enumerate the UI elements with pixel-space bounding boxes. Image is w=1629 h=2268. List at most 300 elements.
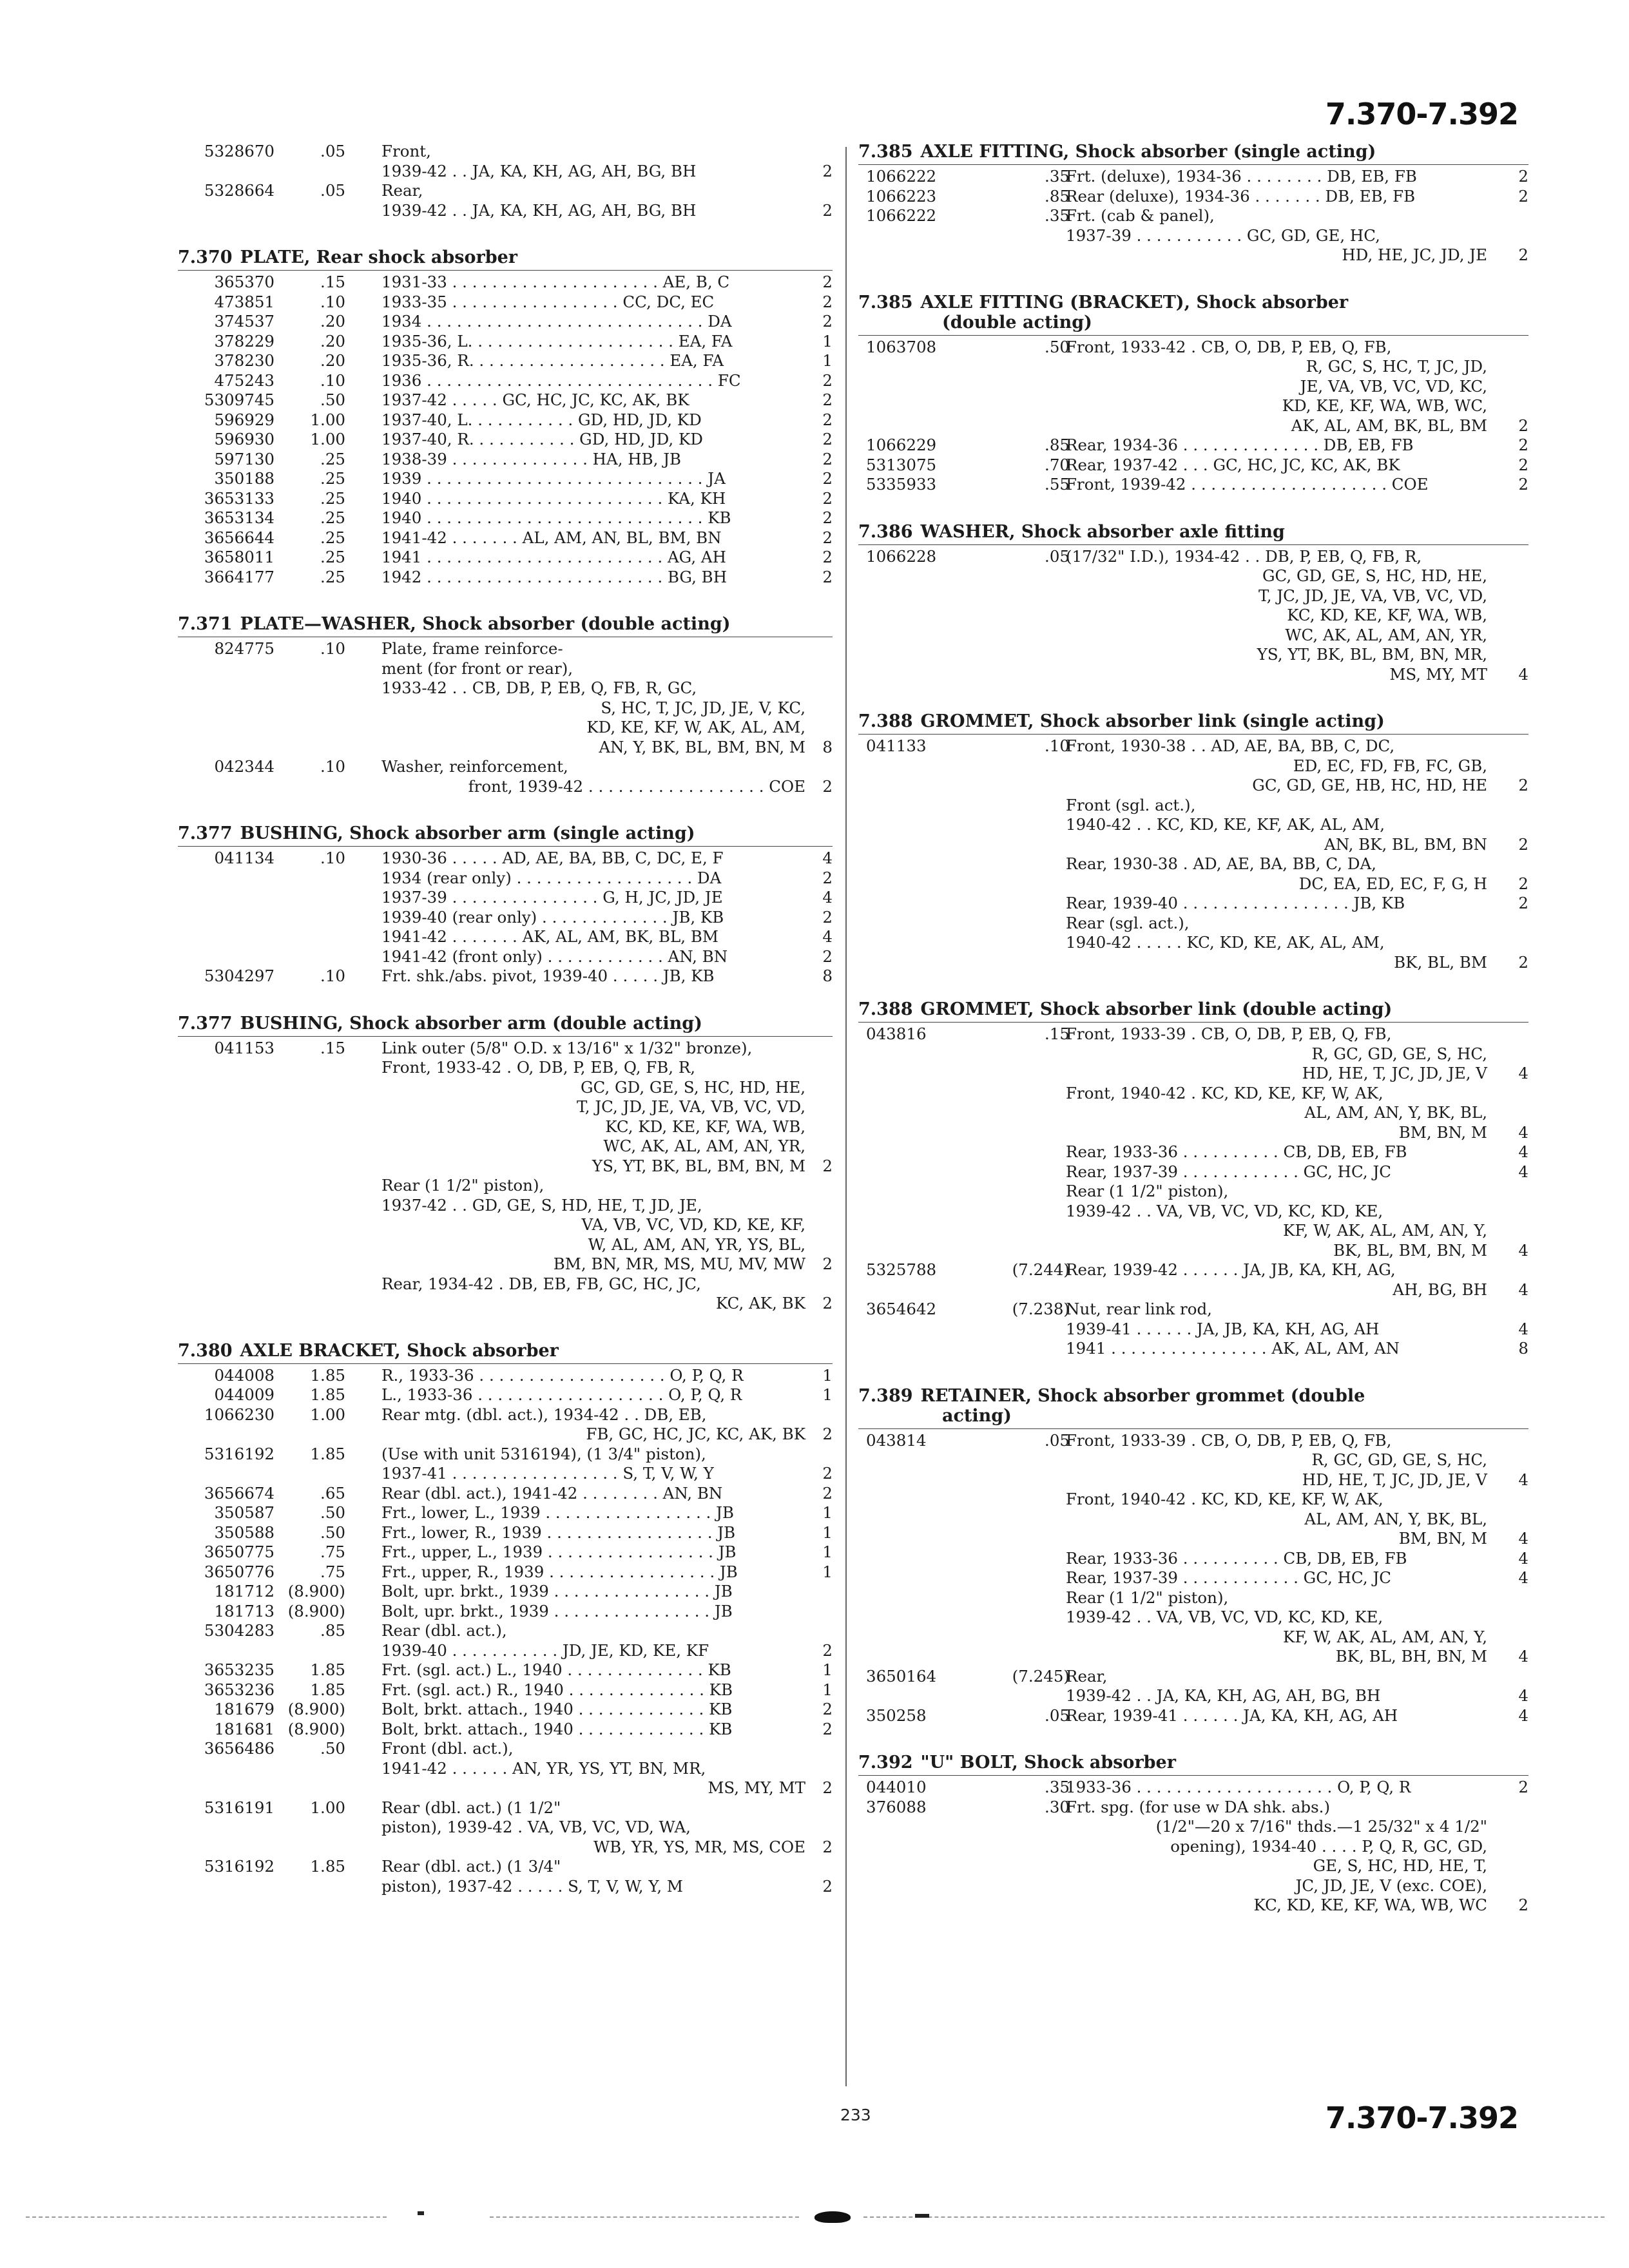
- description-line: GC, GD, GE, S, HC, HD, HE,: [1262, 566, 1487, 585]
- description-line: Rear, 1937-42 . . . GC, HC, JC, KC, AK, BK: [1066, 455, 1400, 474]
- catalog-section: [178, 1014, 833, 1314]
- part-number: 3653235: [204, 1660, 275, 1679]
- part-price: 1.85: [310, 1680, 345, 1699]
- part-price: (7.244): [1012, 1260, 1070, 1279]
- part-quantity: 4: [1518, 1280, 1528, 1299]
- description-line: 1931-33 . . . . . . . . . . . . . . . . . . . . . AE, B, C: [381, 273, 730, 291]
- part-number: 5316192: [204, 1857, 275, 1876]
- description-line: piston), 1937-42 . . . . . S, T, V, W, Y, M: [381, 1876, 684, 1896]
- section-code: 7.385: [858, 292, 913, 312]
- part-number: 596929: [214, 410, 275, 429]
- part-quantity: 2: [822, 390, 833, 409]
- description-line: 1937-40, R. . . . . . . . . . . GD, HD, JD, KD: [381, 430, 703, 448]
- part-quantity: 2: [1518, 1778, 1528, 1796]
- description-line: 1939-42 . . JA, KA, KH, AG, AH, BG, BH: [1066, 1686, 1381, 1705]
- description-line: 1939 . . . . . . . . . . . . . . . . . . . . . . . . . . . . JA: [381, 469, 726, 488]
- description-line: GE, S, HC, HD, HE, T,: [1313, 1856, 1487, 1875]
- part-entry: [858, 1798, 1528, 1916]
- section-title: PLATE, Rear shock absorber: [240, 247, 517, 267]
- part-description: [381, 371, 805, 391]
- part-description: [1066, 1300, 1487, 1359]
- description-line: R, GC, S, HC, T, JC, JD,: [1306, 357, 1487, 376]
- description-line: KC, AK, BK: [716, 1294, 805, 1312]
- description-line: AL, AM, AN, Y, BK, BL,: [1304, 1103, 1487, 1122]
- part-description: [381, 508, 805, 528]
- description-line: 1941-42 . . . . . . . AK, AL, AM, BK, BL, BM: [381, 927, 718, 946]
- part-entry: [178, 528, 833, 548]
- part-quantity: 4: [1518, 1686, 1528, 1705]
- part-entry: [858, 1300, 1528, 1359]
- part-number: 1066222: [866, 206, 937, 225]
- part-number: 374537: [214, 312, 275, 331]
- part-number: 1066228: [866, 546, 937, 566]
- description-line: 1941-42 . . . . . . . AL, AM, AN, BL, BM, BN: [381, 528, 722, 547]
- part-number: 3653133: [204, 488, 275, 508]
- section-heading: [178, 614, 833, 634]
- part-price: .25: [320, 469, 345, 488]
- section-heading: [858, 1753, 1528, 1773]
- description-line: 1935-36, L. . . . . . . . . . . . . . . . . . . . . EA, FA: [381, 331, 733, 351]
- description-line: 1937-42 . . GD, GE, S, HD, HE, T, JD, JE,: [381, 1195, 702, 1215]
- part-entry: [178, 1523, 833, 1543]
- section-code: 7.392: [858, 1753, 913, 1773]
- part-entry: [178, 1503, 833, 1523]
- part-number: 376088: [866, 1797, 927, 1816]
- description-line: Rear (dbl. act.) (1 3/4": [381, 1857, 561, 1876]
- description-line: 1933-36 . . . . . . . . . . . . . . . . . . . . O, P, Q, R: [1066, 1778, 1411, 1796]
- description-line: R, GC, GD, GE, S, HC,: [1311, 1450, 1487, 1469]
- part-description: [381, 757, 805, 796]
- part-price: .10: [320, 966, 345, 985]
- description-line: 1937-40, L. . . . . . . . . . . GD, HD, JD, KD: [381, 410, 702, 429]
- part-entry: [178, 332, 833, 352]
- description-line: 1938-39 . . . . . . . . . . . . . . HA, HB, JB: [381, 449, 682, 468]
- part-price: 1.85: [310, 1365, 345, 1385]
- description-line: Rear, 1939-41 . . . . . . JA, KA, KH, AG, AH: [1066, 1706, 1398, 1725]
- part-description: [1066, 1024, 1487, 1260]
- part-entry: [178, 390, 833, 410]
- part-number: 1066229: [866, 436, 937, 454]
- part-entry: [178, 1405, 833, 1445]
- part-price: .25: [320, 567, 345, 586]
- part-price: (8.900): [287, 1700, 345, 1718]
- part-number: 473851: [214, 292, 275, 311]
- description-line: Rear, 1937-39 . . . . . . . . . . . . GC, HC, JC: [1066, 1568, 1392, 1587]
- part-price: 1.85: [310, 1857, 345, 1876]
- description-line: GC, GD, GE, S, HC, HD, HE,: [580, 1077, 805, 1097]
- part-number: 3658011: [204, 548, 275, 566]
- description-line: 1940 . . . . . . . . . . . . . . . . . . . . . . . . . . . . KB: [381, 508, 731, 527]
- section-heading: [178, 247, 833, 267]
- part-number: 3653236: [204, 1680, 275, 1699]
- part-description: [381, 639, 805, 757]
- part-number: 378230: [214, 351, 275, 370]
- part-entry: [858, 1667, 1528, 1706]
- description-line: Rear (dbl. act.) (1 1/2": [381, 1798, 561, 1817]
- part-quantity: 8: [822, 737, 833, 756]
- description-line: AN, BK, BL, BM, BN: [1324, 834, 1487, 854]
- part-price: .50: [1045, 337, 1070, 356]
- description-line: L., 1933-36 . . . . . . . . . . . . . . . . . . . O, P, Q, R: [381, 1385, 742, 1404]
- part-quantity: 4 8: [1518, 1319, 1528, 1358]
- part-number: 043814: [866, 1430, 927, 1450]
- part-quantity: 1: [822, 1680, 833, 1699]
- description-line: opening), 1934-40 . . . . P, Q, R, GC, GD,: [1170, 1836, 1487, 1856]
- parts-list: [178, 1363, 833, 1897]
- part-description: [381, 142, 805, 181]
- part-quantity: 2: [822, 430, 833, 448]
- part-description: [1066, 736, 1487, 972]
- section-heading: [178, 1014, 833, 1033]
- description-line: KC, KD, KE, KF, WA, WB, WC: [1253, 1896, 1487, 1914]
- description-line: KF, W, AK, AL, AM, AN, Y,: [1283, 1627, 1487, 1646]
- part-entry: [178, 293, 833, 312]
- part-quantity: 2: [822, 469, 833, 488]
- part-number: 3654642: [866, 1300, 937, 1318]
- part-price: .55: [1045, 475, 1070, 494]
- description-line: Washer, reinforcement,: [381, 757, 568, 776]
- part-price: (7.238): [1012, 1300, 1070, 1318]
- part-price: .10: [320, 849, 345, 867]
- description-line: Front, 1930-38 . . AD, AE, BA, BB, C, DC,: [1066, 736, 1395, 755]
- description-line: Frt. (sgl. act.) R., 1940 . . . . . . . . . . . . . . KB: [381, 1680, 733, 1699]
- description-line: Front, 1940-42 . KC, KD, KE, KF, W, AK,: [1066, 1083, 1383, 1102]
- description-line: KC, KD, KE, KF, WA, WB,: [1287, 606, 1487, 624]
- description-line: 1933-35 . . . . . . . . . . . . . . . . . CC, DC, EC: [381, 292, 715, 311]
- description-line: ED, EC, FD, FB, FC, GB,: [1293, 756, 1487, 775]
- scan-artifact-rule-mid: [490, 2216, 799, 2218]
- part-number: 041133: [866, 736, 927, 755]
- catalog-section: [858, 293, 1528, 495]
- description-line: Bolt, upr. brkt., 1939 . . . . . . . . . . . . . . . . JB: [381, 1601, 733, 1620]
- part-price: .10: [320, 639, 345, 658]
- description-line: Rear (1 1/2" piston),: [1066, 1588, 1229, 1607]
- section-heading: [858, 293, 1528, 332]
- description-line: 1937-41 . . . . . . . . . . . . . . . . . S, T, V, W, Y: [381, 1464, 714, 1483]
- catalog-section: [858, 142, 1528, 265]
- section-title: AXLE FITTING, Shock absorber (single acting): [920, 142, 1376, 162]
- scan-artifact-rule-right: [863, 2216, 1605, 2218]
- part-price: .15: [1045, 1024, 1070, 1043]
- catalog-section: [858, 1386, 1528, 1726]
- part-number: 5304297: [204, 966, 275, 985]
- part-number: 5328670: [204, 142, 275, 160]
- part-entry: [178, 430, 833, 450]
- left-column: [178, 142, 833, 1923]
- description-line: JE, VA, VB, VC, VD, KC,: [1300, 376, 1487, 396]
- description-line: T, JC, JD, JE, VA, VB, VC, VD,: [577, 1097, 805, 1116]
- description-line: Rear, 1933-36 . . . . . . . . . . CB, DB, EB, FB: [1066, 1548, 1407, 1568]
- part-number: 597130: [214, 449, 275, 468]
- part-number: 044010: [866, 1778, 927, 1796]
- part-quantity: 2: [822, 370, 833, 390]
- section-title: AXLE BRACKET, Shock absorber: [240, 1340, 559, 1361]
- description-line: MS, MY, MT: [1389, 664, 1487, 684]
- part-entry: [178, 1857, 833, 1896]
- description-line: Rear, 1939-40 . . . . . . . . . . . . . . . . . JB, KB: [1066, 894, 1405, 912]
- description-line: BK, BL, BM, BN, M: [1333, 1240, 1487, 1260]
- part-number: 181713: [214, 1601, 275, 1620]
- description-line: 1934 (rear only) . . . . . . . . . . . . . . . . . . DA: [381, 868, 722, 887]
- part-description: [381, 1720, 805, 1740]
- part-price: .15: [320, 273, 345, 291]
- description-line: Frt. (sgl. act.) L., 1940 . . . . . . . . . . . . . . KB: [381, 1660, 731, 1679]
- part-quantity: 8: [822, 966, 833, 985]
- description-line: Front, 1939-42 . . . . . . . . . . . . . . . . . . . . COE: [1066, 475, 1429, 494]
- part-quantity: 1: [822, 1562, 833, 1581]
- part-quantity: 2: [822, 776, 833, 796]
- description-line: Rear, 1933-36 . . . . . . . . . . CB, DB, EB, FB: [1066, 1142, 1407, 1161]
- part-description: [1066, 1431, 1487, 1667]
- part-price: 1.85: [310, 1660, 345, 1679]
- parts-list: [858, 1775, 1528, 1916]
- description-line: 1940 . . . . . . . . . . . . . . . . . . . . . . . . KA, KH: [381, 488, 726, 508]
- description-line: MS, MY, MT: [708, 1778, 805, 1797]
- part-quantity: 4: [1518, 1706, 1528, 1725]
- description-line: Rear (1 1/2" piston),: [381, 1176, 545, 1195]
- part-quantity: 2: [1518, 167, 1528, 186]
- part-description: [381, 1739, 805, 1798]
- part-entry: [858, 1024, 1528, 1260]
- part-entry: [858, 167, 1528, 187]
- parts-list: [178, 270, 833, 587]
- part-quantity: 4: [1518, 664, 1528, 684]
- part-entry: [178, 371, 833, 391]
- description-line: Nut, rear link rod,: [1066, 1300, 1212, 1318]
- part-description: [1066, 1667, 1487, 1706]
- catalog-section: [178, 823, 833, 986]
- part-price: .50: [320, 1739, 345, 1758]
- part-quantity: 2: [822, 449, 833, 468]
- section-code: 7.371: [178, 614, 233, 634]
- description-line: 1941-42 (front only) . . . . . . . . . . . . AN, BN: [381, 947, 728, 966]
- parts-list: [858, 544, 1528, 685]
- section-title: "U" BOLT, Shock absorber: [920, 1753, 1176, 1773]
- description-line: 1935-36, R. . . . . . . . . . . . . . . . . . . . EA, FA: [381, 351, 724, 370]
- description-line: Frt. spg. (for use w DA shk. abs.): [1066, 1797, 1331, 1816]
- part-entry: [178, 1445, 833, 1484]
- description-line: YS, YT, BK, BL, BM, BN, MR,: [1257, 645, 1487, 664]
- part-entry: [178, 1680, 833, 1700]
- part-number: 378229: [214, 331, 275, 351]
- part-entry: [178, 450, 833, 470]
- catalog-section: [858, 1753, 1528, 1916]
- part-price: .25: [320, 528, 345, 547]
- description-line: VA, VB, VC, VD, KD, KE, KF,: [581, 1215, 805, 1234]
- part-entry: [178, 1739, 833, 1798]
- part-price: .05: [1045, 546, 1070, 566]
- section-heading: [858, 999, 1528, 1019]
- part-description: [1066, 206, 1487, 265]
- description-line: Rear, 1939-42 . . . . . . JA, JB, KA, KH, AG,: [1066, 1260, 1396, 1279]
- description-line: KC, KD, KE, KF, WA, WB,: [605, 1117, 805, 1136]
- part-quantity: 2: [822, 1876, 833, 1896]
- part-entry: [178, 1582, 833, 1602]
- scan-artifact-blot: [815, 2211, 851, 2223]
- part-entry: [858, 187, 1528, 207]
- description-line: piston), 1939-42 . VA, VB, VC, VD, WA,: [381, 1818, 691, 1836]
- part-quantity: 1: [822, 351, 833, 370]
- description-line: 1937-42 . . . . . GC, HC, JC, KC, AK, BK: [381, 390, 689, 409]
- description-line: (Use with unit 5316194), (1 3/4" piston),: [381, 1444, 706, 1463]
- description-line: Frt. shk./abs. pivot, 1939-40 . . . . . JB, KB: [381, 966, 715, 985]
- description-line: HD, HE, T, JC, JD, JE, V: [1302, 1470, 1487, 1489]
- part-entry: [178, 1660, 833, 1680]
- section-title: GROMMET, Shock absorber link (single acting): [920, 711, 1385, 731]
- catalog-section: [178, 142, 833, 220]
- part-description: [381, 1542, 805, 1562]
- part-quantity: 2: [822, 312, 833, 331]
- description-line: BM, BN, M: [1398, 1122, 1487, 1142]
- part-entry: [178, 548, 833, 568]
- part-description: [381, 1445, 805, 1484]
- description-line: Front, 1933-39 . CB, O, DB, P, EB, Q, FB,: [1066, 1430, 1392, 1450]
- description-line: Rear, 1934-36 . . . . . . . . . . . . . . DB, EB, FB: [1066, 436, 1414, 454]
- part-number: 5325788: [866, 1260, 937, 1279]
- catalog-section: [858, 711, 1528, 972]
- part-description: [381, 293, 805, 312]
- section-heading: [858, 142, 1528, 162]
- part-number: 1066222: [866, 167, 937, 186]
- description-line: FB, GC, HC, JC, KC, AK, BK: [586, 1425, 805, 1443]
- section-code: 7.370: [178, 247, 233, 267]
- description-line: AH, BG, BH: [1393, 1280, 1487, 1299]
- part-quantity: 2: [822, 410, 833, 429]
- description-line: (17/32" I.D.), 1934-42 . . DB, P, EB, Q, FB, R,: [1066, 546, 1422, 566]
- description-line: R, GC, GD, GE, S, HC,: [1311, 1044, 1487, 1063]
- part-description: [381, 966, 805, 986]
- section-subtitle: acting): [942, 1405, 1012, 1426]
- part-entry: [178, 1562, 833, 1582]
- part-price: .85: [320, 1621, 345, 1640]
- description-line: W, AL, AM, AN, YR, YS, BL,: [588, 1235, 805, 1254]
- section-code: 7.380: [178, 1340, 233, 1361]
- part-entry: [858, 436, 1528, 456]
- part-quantity: 4 2 4 2 4 2: [822, 849, 833, 966]
- part-entry: [178, 469, 833, 489]
- part-number: 1066223: [866, 186, 937, 206]
- description-line: 1939-42 . . VA, VB, VC, VD, KC, KD, KE,: [1066, 1608, 1383, 1626]
- part-entry: [178, 966, 833, 986]
- part-entry: [858, 1706, 1528, 1726]
- description-line: Bolt, brkt. attach., 1940 . . . . . . . . . . . . . KB: [381, 1700, 733, 1718]
- part-description: [381, 1366, 805, 1386]
- description-line: GC, GD, GE, HB, HC, HD, HE: [1252, 776, 1487, 794]
- part-entry: [858, 547, 1528, 685]
- part-description: [1066, 436, 1487, 456]
- description-line: S, HC, T, JC, JD, JE, V, KC,: [601, 698, 805, 717]
- part-description: [381, 528, 805, 548]
- part-description: [1066, 1778, 1487, 1798]
- part-entry: [858, 736, 1528, 972]
- part-price: .35: [1045, 167, 1070, 186]
- part-number: 3650776: [204, 1562, 275, 1581]
- part-price: .25: [320, 488, 345, 508]
- section-code: 7.388: [858, 999, 913, 1019]
- description-line: Bolt, brkt. attach., 1940 . . . . . . . . . . . . . KB: [381, 1719, 733, 1738]
- part-price: .85: [1045, 186, 1070, 206]
- description-line: 1941 . . . . . . . . . . . . . . . . . . . . . . . . AG, AH: [381, 548, 726, 566]
- description-line: BK, BL, BH, BN, M: [1335, 1647, 1487, 1666]
- part-description: [381, 332, 805, 352]
- part-description: [381, 1857, 805, 1896]
- part-number: 181681: [214, 1719, 275, 1738]
- part-price: 1.00: [310, 1798, 345, 1817]
- section-range-footer: 7.370-7.392: [1325, 2100, 1518, 2135]
- description-line: 1939-40 . . . . . . . . . . . JD, JE, KD, KE, KF: [381, 1640, 709, 1660]
- part-price: .15: [320, 1038, 345, 1057]
- part-quantity: 2: [822, 200, 833, 220]
- part-description: [381, 273, 805, 293]
- part-quantity: 1: [822, 331, 833, 351]
- part-price: .50: [320, 1503, 345, 1522]
- part-quantity: 2: [1518, 416, 1528, 435]
- page-number: 233: [840, 2106, 871, 2124]
- part-number: 043816: [866, 1024, 927, 1043]
- part-number: 3656486: [204, 1739, 275, 1758]
- part-number: 181712: [214, 1582, 275, 1600]
- part-number: 350188: [214, 469, 275, 488]
- part-description: [381, 1385, 805, 1405]
- description-line: Rear, 1930-38 . AD, AE, BA, BB, C, DA,: [1066, 854, 1376, 873]
- part-price: .10: [320, 370, 345, 390]
- part-entry: [178, 489, 833, 509]
- part-description: [381, 469, 805, 489]
- part-quantity: 4 4 4 4 4: [1518, 1064, 1528, 1260]
- description-line: Rear (1 1/2" piston),: [1066, 1182, 1229, 1200]
- part-entry: [178, 1798, 833, 1858]
- part-description: [381, 430, 805, 450]
- section-heading: [858, 711, 1528, 731]
- part-entry: [178, 142, 833, 181]
- catalog-section: [178, 614, 833, 796]
- part-number: 181679: [214, 1700, 275, 1718]
- description-line: Plate, frame reinforce-: [381, 639, 563, 658]
- part-description: [1066, 547, 1487, 685]
- part-quantity: 2: [822, 1464, 833, 1483]
- description-line: Frt., lower, R., 1939 . . . . . . . . . . . . . . . . . JB: [381, 1523, 736, 1542]
- part-price: .35: [1045, 206, 1070, 225]
- description-line: DC, EA, ED, EC, F, G, H: [1298, 874, 1487, 893]
- part-entry: [178, 1484, 833, 1504]
- description-line: Front (dbl. act.),: [381, 1739, 514, 1758]
- section-code: 7.386: [858, 521, 913, 542]
- part-number: 350258: [866, 1706, 927, 1725]
- section-code: 7.385: [858, 142, 913, 162]
- section-title: BUSHING, Shock absorber arm (single acting): [240, 823, 695, 843]
- part-entry: [178, 1720, 833, 1740]
- part-number: 3656644: [204, 528, 275, 547]
- part-price: .10: [1045, 736, 1070, 755]
- part-quantity: 2: [822, 1700, 833, 1718]
- description-line: Front,: [381, 142, 431, 160]
- description-line: 1942 . . . . . . . . . . . . . . . . . . . . . . . . BG, BH: [381, 567, 728, 586]
- part-description: [381, 1602, 805, 1622]
- part-description: [381, 1562, 805, 1582]
- part-description: [381, 1700, 805, 1720]
- part-description: [381, 312, 805, 332]
- parts-list: [178, 142, 833, 220]
- scan-artifact-dot: [915, 2214, 929, 2218]
- part-quantity: 2: [822, 292, 833, 311]
- part-price: (8.900): [287, 1601, 345, 1620]
- part-price: .65: [320, 1483, 345, 1503]
- description-line: Rear (dbl. act.), 1941-42 . . . . . . . . AN, BN: [381, 1483, 723, 1503]
- right-column: [858, 142, 1528, 1943]
- part-entry: [178, 1366, 833, 1386]
- part-quantity: 2: [822, 548, 833, 566]
- part-quantity: 4 4 4 4 4: [1518, 1470, 1528, 1666]
